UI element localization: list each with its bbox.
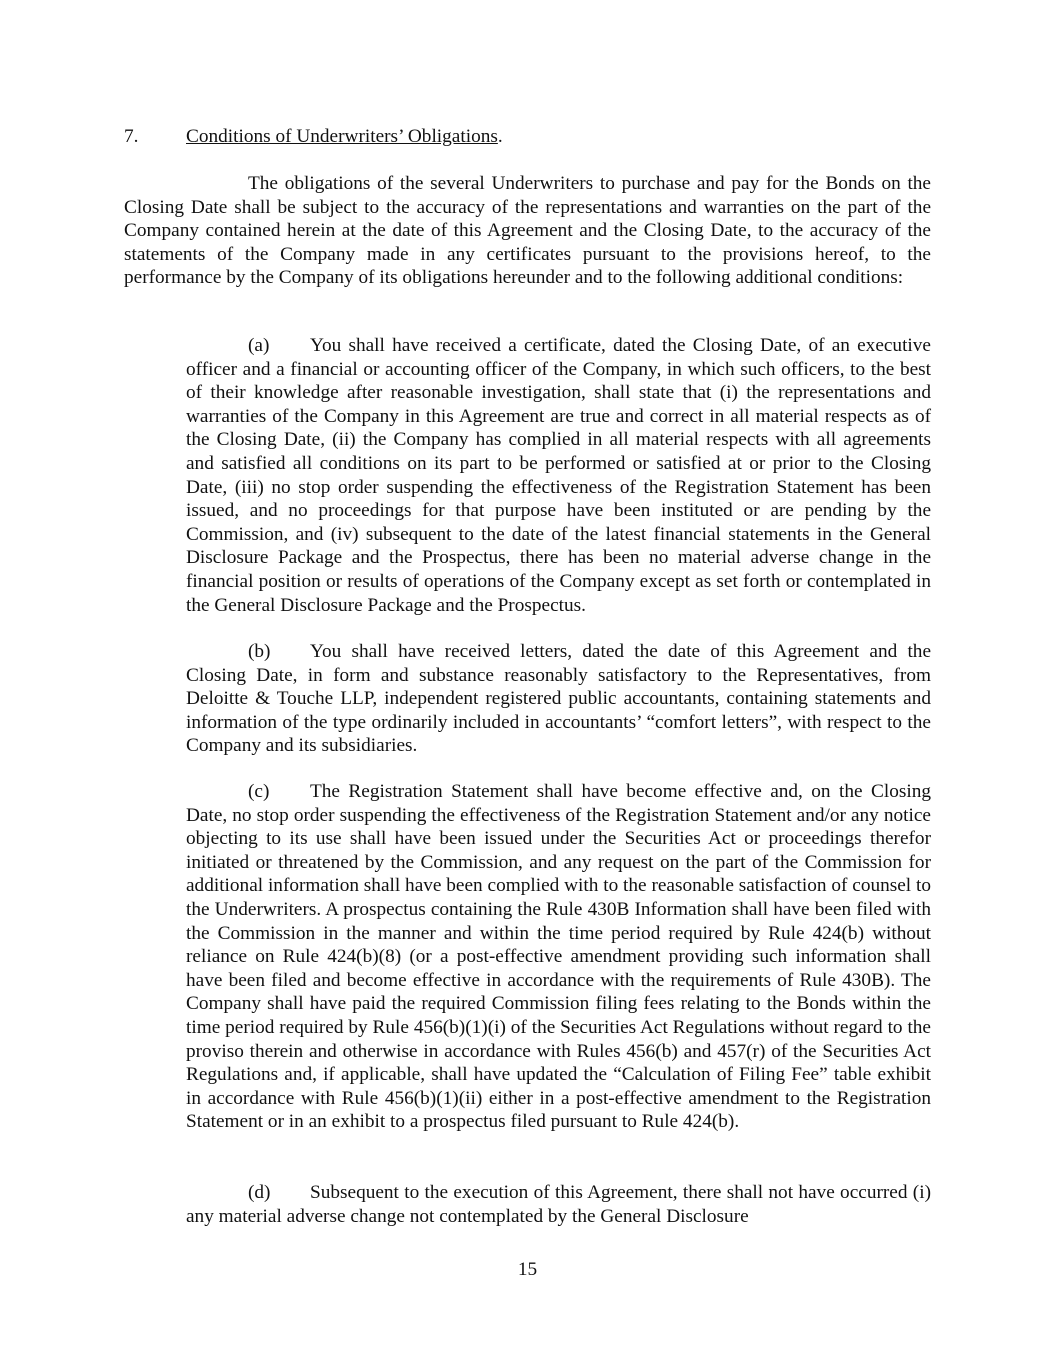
intro-paragraph: The obligations of the several Underwriters to purchase and pay for the Bonds on the Closing Date shall be subject to the accuracy of the representations and warranties on the part of the Company contained herein at the date of this Agreement and the Closing Date, to the accuracy of the statements of the Company made in any certificates pursuant to the provisions hereof, to the performance by the Company of its obligations hereunder and to the following additional conditions: — [124, 173, 931, 289]
section-heading — [124, 125, 503, 149]
section-number: 7. — [124, 126, 139, 147]
condition-d — [186, 1181, 931, 1228]
section-title-period: . — [497, 126, 503, 147]
condition-a — [186, 334, 931, 617]
condition-label: (d) — [248, 1182, 271, 1203]
condition-label: (c) — [248, 781, 270, 802]
condition-label: (b) — [248, 641, 271, 662]
condition-b — [186, 640, 931, 758]
condition-text: You shall have received a certificate, dated the Closing Date, of an executive officer and a financial or accounting officer of the Company, in which such officers, to the best of their knowledge after reasonable investigation, shall state that (i) the representations and warranties of the Company in this Agreement are true and correct in all material respects as of the Closing Date, (ii) the Company has complied in all material respects with all agreements and satisfied all conditions on its part to be performed or satisfied at or prior to the Closing Date, (iii) no stop order suspending the effectiveness of the Registration Statement has been issued, and no proceedings for that purpose have been instituted or are pending by the Commission, and (iv) subsequent to the date of the latest financial statements in the General Disclosure Package and the Prospectus, there has been no material adverse change in the financial position or results of operations of the Company except as set forth or contemplated in the General Disclosure Package and the Prospectus. — [186, 335, 931, 616]
section-title: Conditions of Underwriters’ Obligations — [186, 126, 498, 147]
condition-c — [186, 780, 931, 1134]
condition-text: The Registration Statement shall have become effective and, on the Closing Date, no stop order suspending the effectiveness of the Registration Statement and/or any notice objecting to its use shall have been issued under the Securities Act or proceedings therefor initiated or threatened by the Commission, and any request on the part of the Commission for additional information shall have been complied with to the reasonable satisfaction of counsel to the Underwriters. A prospectus containing the Rule 430B Information shall have been filed with the Commission in the manner and within the time period required by Rule 424(b) without reliance on Rule 424(b)(8) (or a post-effective amendment providing such information shall have been filed and become effective in accordance with the requirements of Rule 430B). The Company shall have paid the required Commission filing fees relating to the Bonds within the time period required by Rule 456(b)(1)(i) of the Securities Act Regulations without regard to the proviso therein and otherwise in accordance with Rules 456(b) and 457(r) of the Securities Act Regulations and, if applicable, shall have updated the “Calculation of Filing Fee” table exhibit in accordance with Rule 456(b)(1)(ii) either in a post-effective amendment to the Registration Statement or in an exhibit to a prospectus filed pursuant to Rule 424(b). — [186, 781, 931, 1133]
condition-text: You shall have received letters, dated the date of this Agreement and the Closing Date, in form and substance reasonably satisfactory to the Representatives, from Deloitte & Touche LLP, independent registered public accountants, containing statements and information of the type ordinarily included in accountants’ “comfort letters”, with respect to the Company and its subsidiaries. — [186, 641, 931, 757]
condition-text: Subsequent to the execution of this Agreement, there shall not have occurred (i) any material adverse change not contemplated by the General Disclosure — [186, 1182, 931, 1227]
page-number: 15 — [517, 1259, 538, 1280]
condition-label: (a) — [248, 335, 270, 356]
